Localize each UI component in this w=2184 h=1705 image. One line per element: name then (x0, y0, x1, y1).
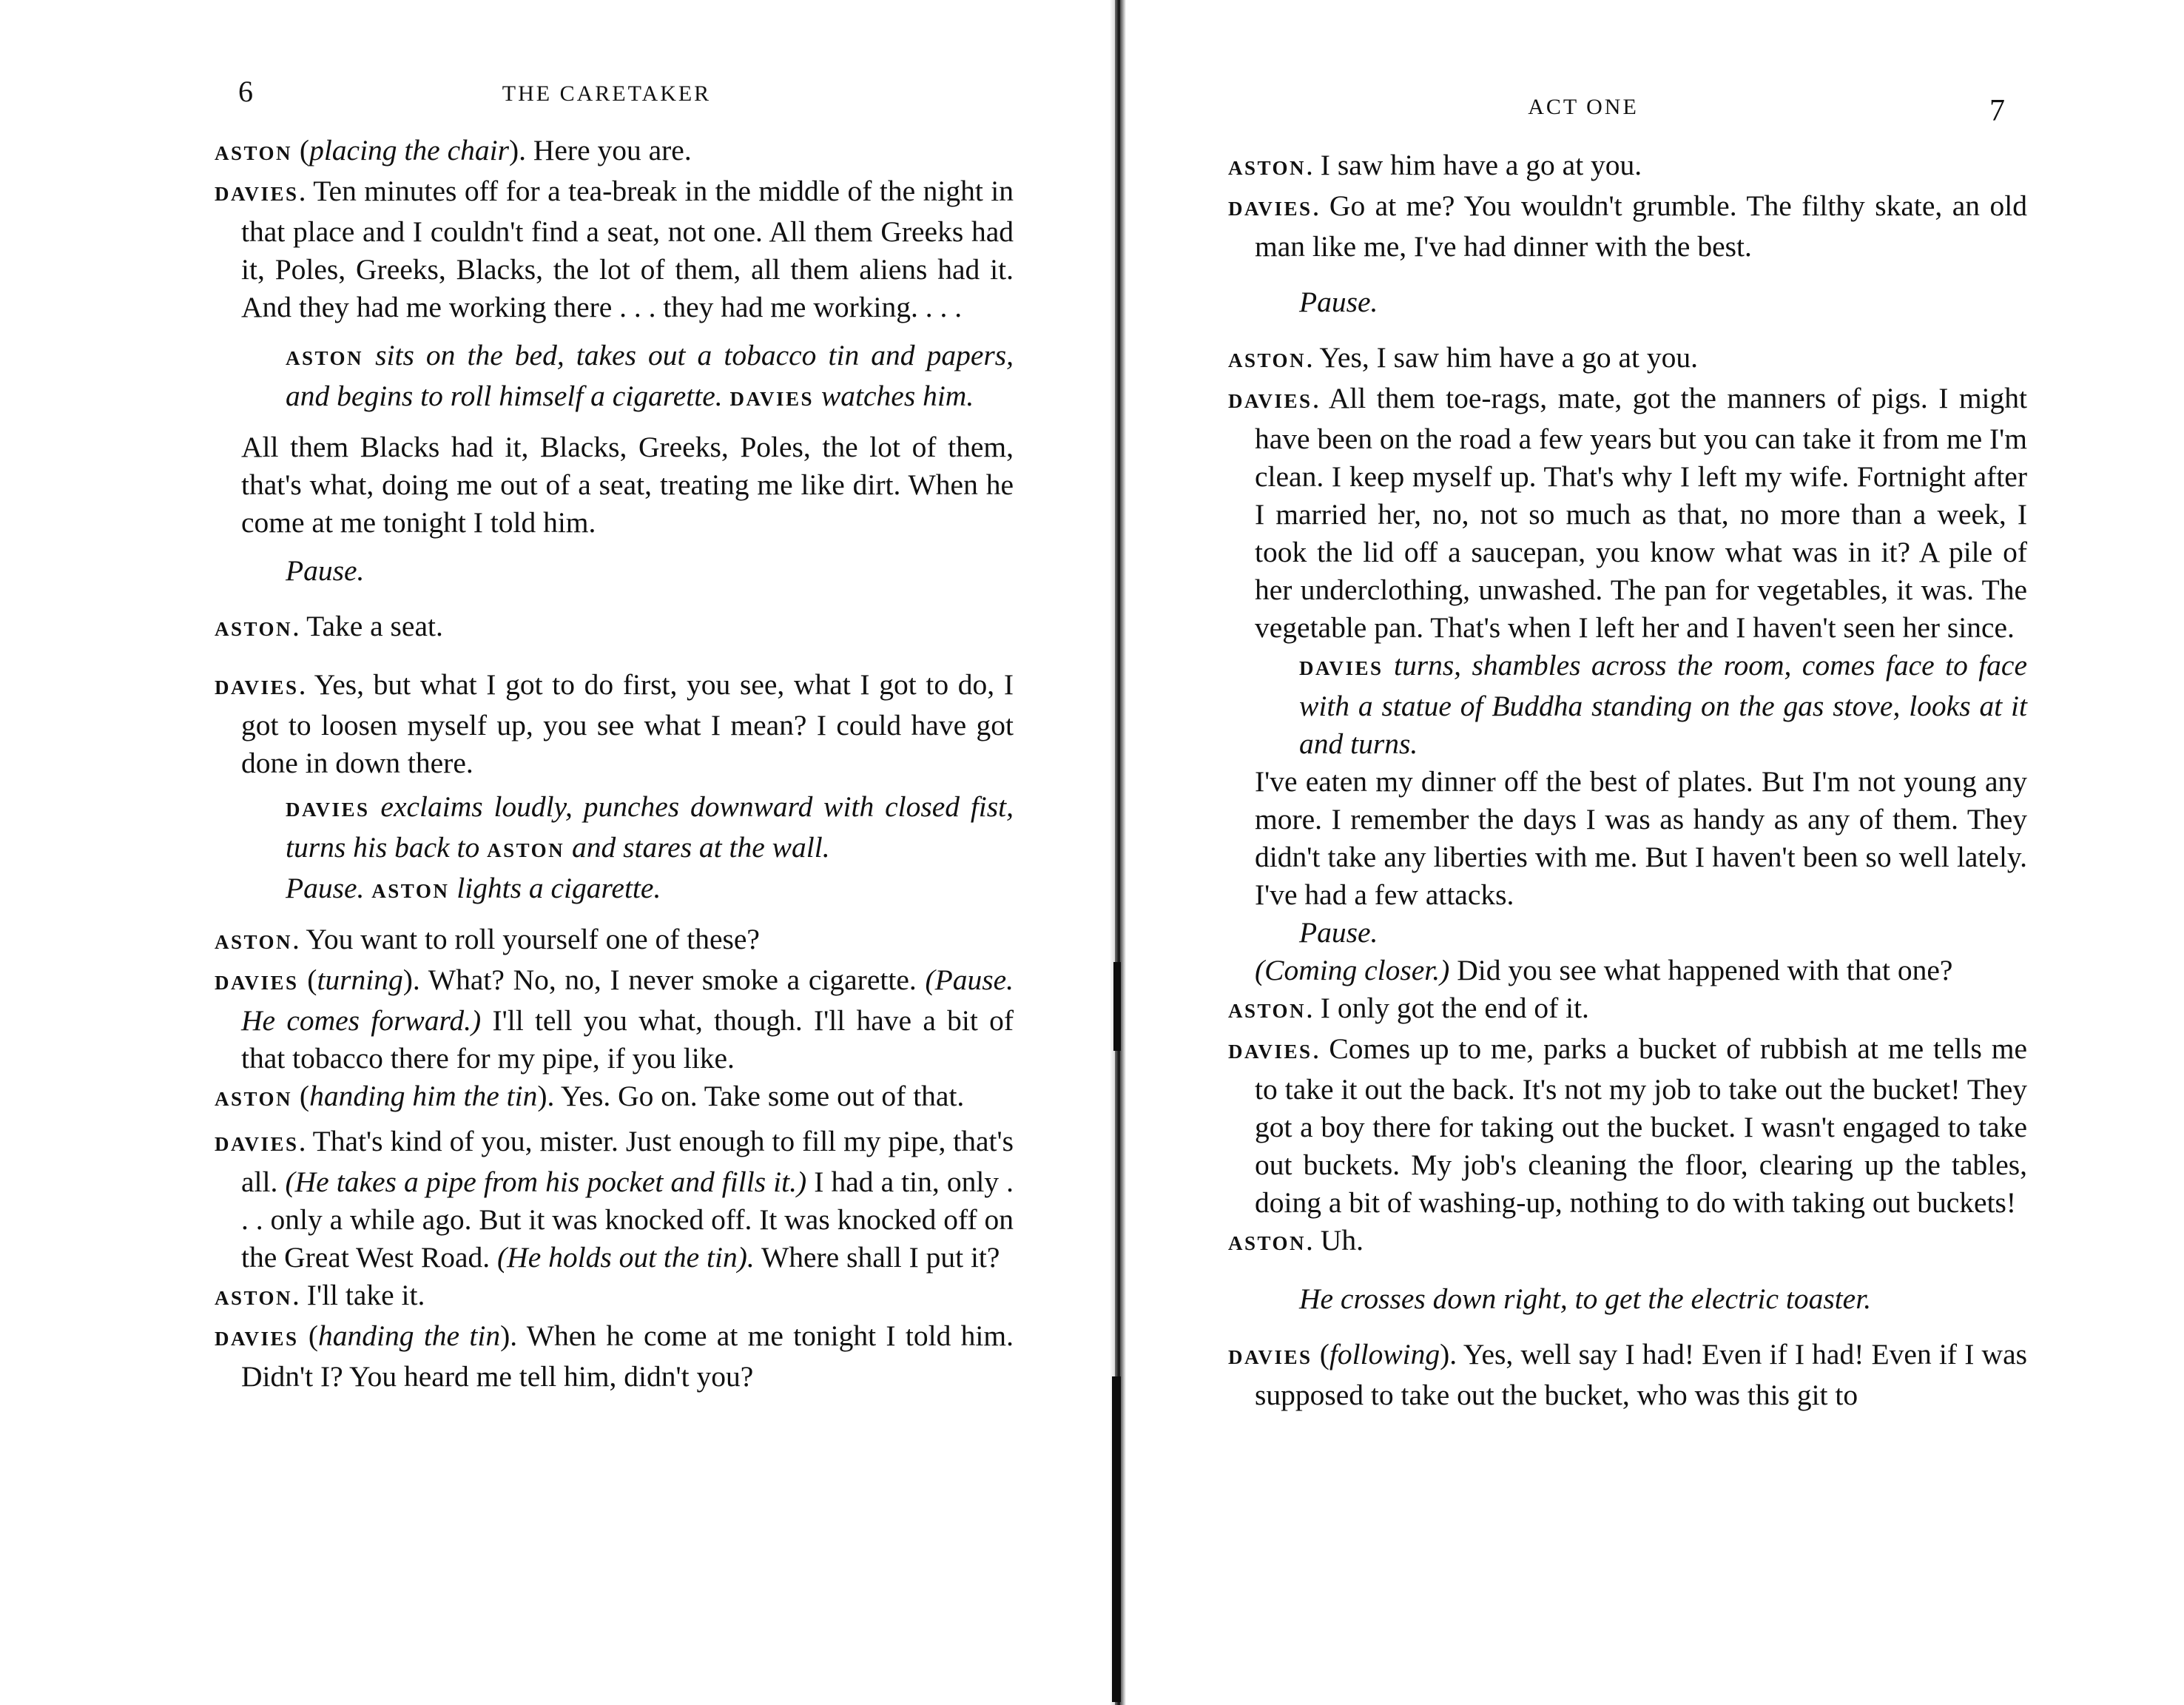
speech: DAVIES (following). Yes, well say I had! Even if I had! Even if I was supposed to take out the bucket, who was this git to (1228, 1338, 2027, 1411)
speech: ASTON. Take a seat. (215, 610, 443, 642)
speech: ASTON (placing the chair). Here you are. (215, 134, 692, 167)
stage-direction (1228, 1280, 2027, 1318)
speech-text: You want to roll yourself one of these? (306, 923, 760, 955)
speech-text: Ten minutes off for a tea-break in the middle of the night in that place and I couldn't find a seat, not one. All them Greeks had it, Poles, Greeks, Blacks, the lot of them, all them aliens had it. And they had me working there . . . they had me working. . . . (241, 175, 1014, 323)
page-number: 7 (1989, 94, 2005, 128)
parenthetical: turning (317, 964, 403, 996)
speaker-name: ASTON (1228, 1232, 1307, 1254)
inline-direction: (He takes a pipe from his pocket and fills it.) (285, 1166, 807, 1198)
running-head (1228, 87, 2027, 132)
stage-direction-text: watches him. (820, 380, 974, 412)
speaker-name: ASTON (1228, 1000, 1307, 1022)
speech: ASTON. I only got the end of it. (1228, 992, 1589, 1024)
speaker-name: DAVIES (215, 1328, 299, 1350)
stage-direction (215, 870, 1014, 910)
speech-continuation: I've eaten my dinner off the best of plates. But I'm not young any more. I remember the days I was as handy as any of them. They didn't take any liberties with me. But I haven't been so well lately. I've had a few attacks. (1255, 765, 2027, 911)
pause-direction: Pause. (286, 554, 365, 587)
speech-text: Go at me? You wouldn't grumble. The filthy skate, an old man like me, I've had dinner with the best. (1255, 189, 2028, 263)
speech-text: Where shall I put it? (761, 1241, 1000, 1274)
speech: DAVIES (handing the tin). When he come at me tonight I told him. Didn't I? You heard me tell him, didn't you? (215, 1319, 1014, 1393)
speech-text: I only got the end of it. (1320, 992, 1589, 1024)
stage-direction-text: lights a cigarette. (456, 872, 661, 904)
speech-text: I had a tin, only . . . only a while ago. But it was knocked off. It was knocked off on the Great West Road. (241, 1166, 1014, 1274)
speech: ASTON. Yes, I saw him have a go at you. (1228, 341, 1698, 374)
speech-text: All them toe-rags, mate, got the manners of pigs. I might have been on the road a few years but you can take it from me I'm clean. I keep myself up. That's why I left my wife. Fortnight after I married her, no, not so much as that, no more than a week, I took the lid off a saucepan, you know what was in it? A pile of her underclothing, unwashed. The pan for vegetables, it was. The vegetable pan. That's when I left her and I haven't seen her since. (1255, 382, 2027, 644)
speech-text: Did you see what happened with that one? (1457, 954, 1953, 986)
speaker-name: ASTON (1228, 349, 1307, 371)
speaker-name: DAVIES (215, 972, 299, 994)
stage-direction-text: and stares at the wall. (572, 831, 830, 864)
speaker-name: ASTON (215, 142, 293, 164)
stage-direction (215, 788, 1014, 870)
speech-text: Yes, I saw him have a go at you. (1319, 341, 1698, 374)
speaker-name: DAVIES (1228, 198, 1312, 220)
pause-direction: Pause. (1299, 286, 1378, 318)
stage-direction (215, 337, 1014, 418)
speech-text: Yes. Go on. Take some out of that. (560, 1080, 965, 1112)
stage-direction-text: Pause. (286, 872, 365, 904)
speaker-name: ASTON (215, 931, 293, 953)
speech-text: Here you are. (533, 134, 692, 167)
speech-text: I'll tell you what, though. I'll have a bit of that tobacco there for my pipe, if you like. (241, 1004, 1014, 1075)
gutter-edge (1112, 1376, 1121, 1702)
stage-direction-text: turns, shambles across the room, comes face to face with a statue of Buddha standing on the gas stove, looks at it and turns. (1299, 649, 2027, 760)
speaker-name: DAVIES (729, 388, 815, 410)
right-page (1228, 0, 2027, 1705)
stage-direction (1228, 647, 2027, 763)
speaker-name: ASTON (286, 347, 364, 369)
speech-text: Take a seat. (306, 610, 443, 642)
speaker-name: DAVIES (1228, 390, 1312, 412)
speech: ASTON. You want to roll yourself one of these? (215, 923, 760, 955)
speech: ASTON. I saw him have a go at you. (1228, 149, 1642, 181)
speech: ASTON. I'll take it. (215, 1279, 425, 1311)
speaker-name: ASTON (215, 1088, 293, 1110)
running-head (215, 74, 1014, 118)
speaker-name: DAVIES (215, 1133, 299, 1155)
page-text (1228, 147, 2027, 1414)
speech-continuation: All them Blacks had it, Blacks, Greeks, Poles, the lot of them, that's what, doing me out of a seat, treating me like dirt. When he come at me tonight I told him. (241, 431, 1014, 539)
speech-text: Uh. (1320, 1224, 1364, 1257)
left-page (215, 0, 1014, 1705)
running-head-title: THE CARETAKER (502, 81, 712, 106)
speech: DAVIES. Comes up to me, parks a bucket of rubbish at me tells me to take it out the back. It's not my job to take out the bucket! They got a boy there for taking out the bucket. I wasn't engaged to take out buckets. My job's cleaning the floor, clearing up the tables, doing a bit of washing-up, nothing to do with taking out buckets! (1228, 1032, 2027, 1219)
speaker-name: ASTON (487, 839, 565, 861)
parenthetical: placing the chair (309, 134, 509, 167)
page-number: 6 (238, 75, 253, 108)
parenthetical: handing him the tin (309, 1080, 538, 1112)
speaker-name: ASTON (1228, 157, 1307, 179)
speaker-name: DAVIES (215, 183, 299, 205)
inline-direction: (Pause. He comes forward.) (241, 964, 1014, 1037)
speech: DAVIES. Go at me? You wouldn't grumble. The filthy skate, an old man like me, I've had dinner with the best. (1228, 189, 2028, 263)
parenthetical: following (1329, 1338, 1440, 1371)
speech-text: I saw him have a go at you. (1320, 149, 1642, 181)
speaker-name: DAVIES (1228, 1040, 1312, 1063)
stage-direction-text: exclaims loudly, punches downward with closed fist, turns his back to (286, 790, 1014, 864)
speech-text: Comes up to me, parks a bucket of rubbish at me tells me to take it out the back. It's not my job to take out the bucket! They got a boy there for taking out the bucket. I wasn't engaged to take out buckets. My job's cleaning the floor, clearing up the tables, doing a bit of washing-up, nothing to do with taking out buckets! (1255, 1032, 2027, 1219)
speech-text: I'll take it. (306, 1279, 425, 1311)
speaker-name: ASTON (215, 618, 293, 640)
speech-text: Yes, well say I had! Even if I had! Even if I was supposed to take out the bucket, who was this git to (1255, 1338, 2027, 1411)
speech: DAVIES (turning). What? No, no, I never smoke a cigarette. (Pause. He comes forward.) I'll tell you what, though. I'll have a bit of that tobacco there for my pipe, if you like. (215, 964, 1014, 1075)
speech: DAVIES. All them toe-rags, mate, got the manners of pigs. I might have been on the road a few years but you can take it from me I'm clean. I keep myself up. That's why I left my wife. Fortnight after I married her, no, not so much as that, no more than a week, I took the lid off a saucepan, you know what was in it? A pile of her underclothing, unwashed. The pan for vegetables, it was. The vegetable pan. That's when I left her and I haven't seen her since. (1228, 382, 2027, 644)
speech-text: When he come at me tonight I told him. Didn't I? You heard me tell him, didn't you? (241, 1319, 1014, 1393)
speech-text: Yes, but what I got to do first, you see, what I got to do, I got to loosen myself up, you see what I mean? I could have got done in down there. (241, 668, 1014, 779)
speech: ASTON (handing him the tin). Yes. Go on. Take some out of that. (215, 1080, 965, 1112)
speaker-name: ASTON (371, 880, 450, 902)
speech: DAVIES. Yes, but what I got to do first, you see, what I got to do, I got to loosen myself up, you see what I mean? I could have got done in down there. (215, 668, 1014, 779)
gutter-edge (1113, 962, 1121, 1051)
speaker-name: DAVIES (1228, 1346, 1312, 1368)
stage-direction-text: sits on the bed, takes out a tobacco tin and papers, and begins to roll himself a cigarette. (286, 339, 1014, 412)
speaker-name: DAVIES (1299, 657, 1383, 679)
parenthetical: handing the tin (318, 1319, 501, 1352)
speech: DAVIES. That's kind of you, mister. Just enough to fill my pipe, that's all. (He takes a pipe from his pocket and fills it.) I had a tin, only . . . only a while ago. But it was knocked off. It was knocked off on the Great West Road. (He holds out the tin). Where shall I put it? (215, 1125, 1014, 1274)
pause-direction: Pause. (1299, 916, 1378, 949)
inline-direction: (He holds out the tin). (497, 1241, 755, 1274)
inline-direction: (Coming closer.) (1255, 954, 1450, 986)
speech: ASTON. Uh. (1228, 1224, 1364, 1257)
running-head-title: ACT ONE (1528, 95, 1639, 119)
speech-text: That's kind of you, mister. Just enough to fill my pipe, that's all. (241, 1125, 1014, 1198)
speech-continuation (1228, 952, 2027, 989)
speech: DAVIES. Ten minutes off for a tea-break in the middle of the night in that place and I couldn't find a seat, not one. All them Greeks had it, Poles, Greeks, Blacks, the lot of them, all them aliens had it. And they had me working there . . . they had me working. . . . (215, 175, 1014, 323)
stage-direction-text: He crosses down right, to get the electric toaster. (1299, 1282, 1872, 1315)
page-text (215, 132, 1014, 1396)
speaker-name: ASTON (215, 1287, 293, 1309)
speaker-name: DAVIES (215, 676, 299, 699)
speech-text: What? No, no, I never smoke a cigarette. (428, 964, 917, 996)
speaker-name: DAVIES (286, 798, 370, 821)
